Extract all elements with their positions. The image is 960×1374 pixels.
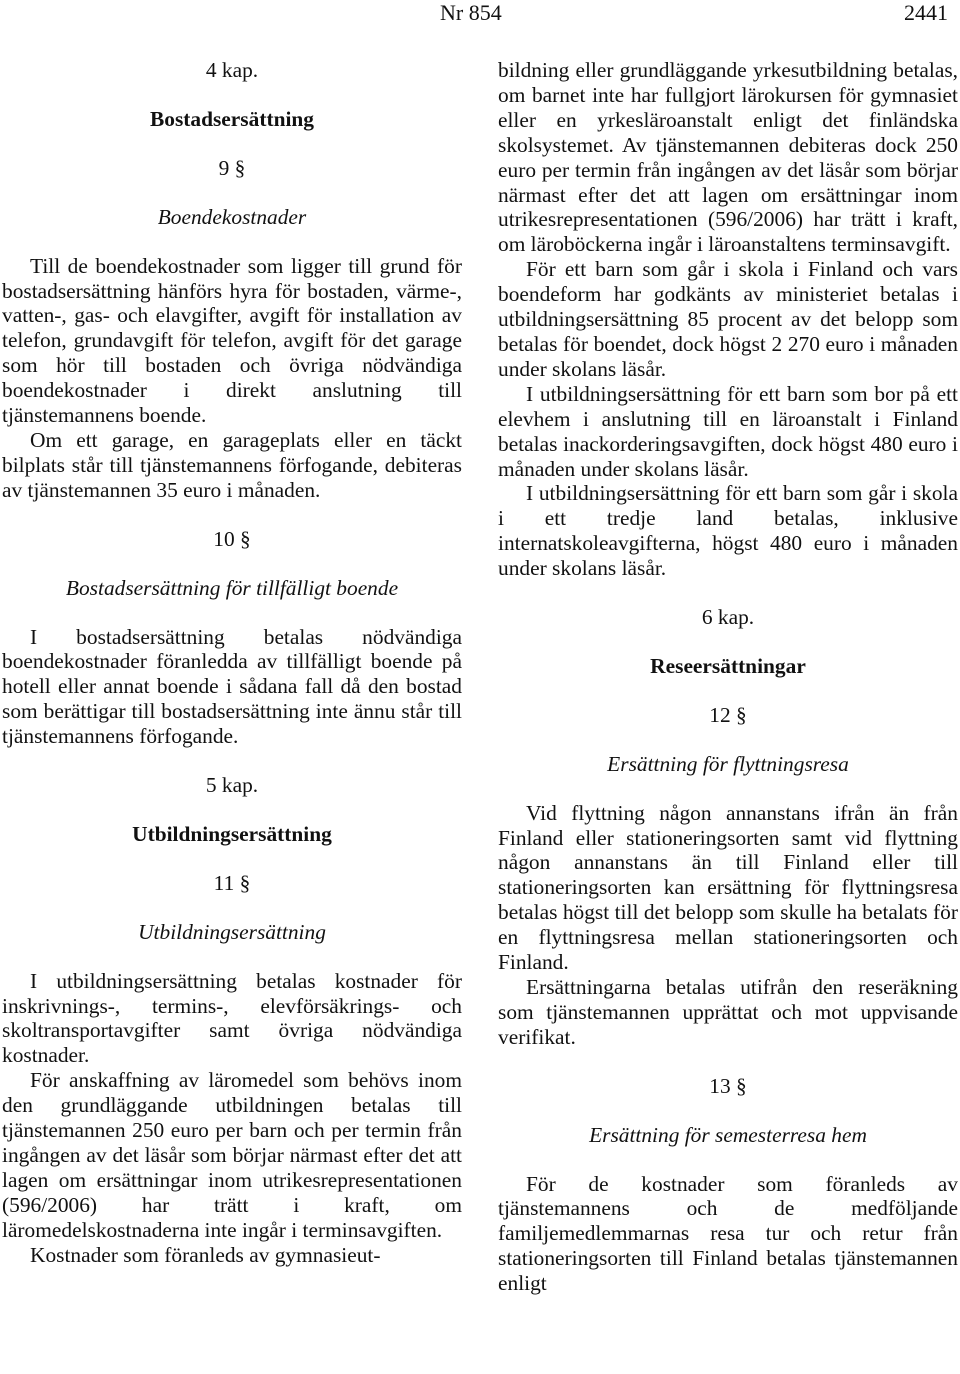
chapter-4-title: Bostadsersättning (149, 106, 314, 131)
section-9-heading: Boendekostnader (157, 204, 307, 229)
section-11-paragraph-1: I utbildningsersättning betalas kostnader för inskrivnings-, termins-, elevförsäkrings- och skoltransportavgifter samt övriga nödvändiga kostnader. (2, 968, 462, 1068)
section-10-heading: Bostadsersättning för tillfälligt boende (65, 575, 399, 600)
section-13-heading: Ersättning för semesterresa hem (589, 1122, 867, 1147)
section-11-paragraph-4: För ett barn som går i skola i Finland och vars boendeform har godkänts av ministeriet betalas i utbildningsersättning 85 procent av det belopp som betalas för boendet, dock högst 2 270 euro i månaden under skolans läsår. (498, 257, 958, 381)
page-header (0, 0, 960, 30)
section-10-label: 10 § (213, 526, 251, 551)
section-11-label: 11 § (213, 870, 251, 895)
chapter-4-label: 4 kap. (205, 58, 259, 82)
section-11-heading: Utbildningsersättning (138, 919, 326, 944)
section-13-label: 13 § (709, 1073, 747, 1098)
section-9-paragraph-1: Till de boendekostnader som ligger till grund för bostadsersättning hänförs hyra för bostaden, värme-, vatten-, gas- och elavgifter, avgift för installation av telefon, grundavgift för telefon, avgift för det garage som hör till bostaden och övriga nödvändiga boendekostnader i direkt anslutning till tjänstemannens boende. (2, 253, 462, 428)
right-column (498, 58, 958, 1296)
chapter-5-title: Utbildningsersättning (132, 821, 332, 846)
chapter-6-label: 6 kap. (701, 605, 755, 630)
section-12-paragraph-2: Ersättningarna betalas utifrån den reseräkning som tjänstemannen upprättat och mot uppvisande verifikat. (498, 975, 958, 1049)
statute-number: Nr 854 (440, 0, 502, 25)
chapter-5-label: 5 kap. (205, 773, 259, 798)
section-11-paragraph-2: För anskaffning av läromedel som behövs inom den grundläggande utbildningen betalas till tjänstemannen 250 euro per barn och per termin från ingången av det läsår som börjar närmast efter det att lagen om ersättningar inom utrikesrepresentationen (596/2006) har trätt i kraft, om läromedelskostnaderna inte ingår i terminsavgiften. (2, 1068, 462, 1242)
section-11-paragraph-3-cont: bildning eller grundläggande yrkesutbildning betalas, om barnet inte har fullgjort lärokursen för gymnasiet eller en yrkesläroanstalt enligt det finländska skolsystemet. Av tjänstemannen debiteras dock 250 euro per termin från ingången av det läsår som börjar närmast efter det att lagen om ersättningar inom utrikesrepresentationen (596/2006) har trätt i kraft, om läroböckerna ingår i läroanstaltens terminsavgift. (498, 58, 958, 257)
chapter-6-title: Reseersättningar (650, 653, 806, 678)
left-column (2, 58, 462, 1268)
section-11-paragraph-5: I utbildningsersättning för ett barn som bor på ett elevhem i anslutning till en läroanstalt i Finland betalas inackorderingsavgiften, dock högst 480 euro i månaden under skolans läsår. (498, 381, 958, 481)
section-9-label: 9 § (218, 155, 246, 180)
section-9-paragraph-2: Om ett garage, en garageplats eller en täckt bilplats står till tjänstemannens förfogande, debiteras av tjänstemannen 35 euro i månaden. (2, 427, 462, 502)
section-11-paragraph-6: I utbildningsersättning för ett barn som går i skola i ett tredje land betalas, inklusive internatskoleavgifterna, högst 480 euro i månaden under skolans läsår. (498, 481, 958, 581)
section-10-paragraph-1: I bostadsersättning betalas nödvändiga boendekostnader föranledda av tillfälligt boende på hotell eller annat boende i sådana fall då den bostad som berättigar till bostadsersättning inte ännu står till tjänstemannens förfogande. (2, 624, 462, 749)
section-13-paragraph-1: För de kostnader som föranleds av tjänstemannens och de medföljande familjemedlemmarnas resa tur och retur från stationeringsorten till Finland betalas tjänstemannen enligt (498, 1171, 958, 1296)
section-12-paragraph-1: Vid flyttning någon annanstans ifrån än från Finland eller stationeringsorten samt vid flyttning någon annanstans än till Finland eller till stationeringsorten kan ersättning för flyttningsresa betalas högst till det belopp som skulle ha betalats för en flyttningsresa mellan stationeringsorten och Finland. (498, 800, 958, 975)
page-number: 2441 (904, 0, 948, 25)
section-12-label: 12 § (709, 702, 747, 727)
section-12-heading: Ersättning för flyttningsresa (607, 751, 849, 776)
section-11-paragraph-3-start: Kostnader som föranleds av gymnasieut- (30, 1242, 381, 1267)
